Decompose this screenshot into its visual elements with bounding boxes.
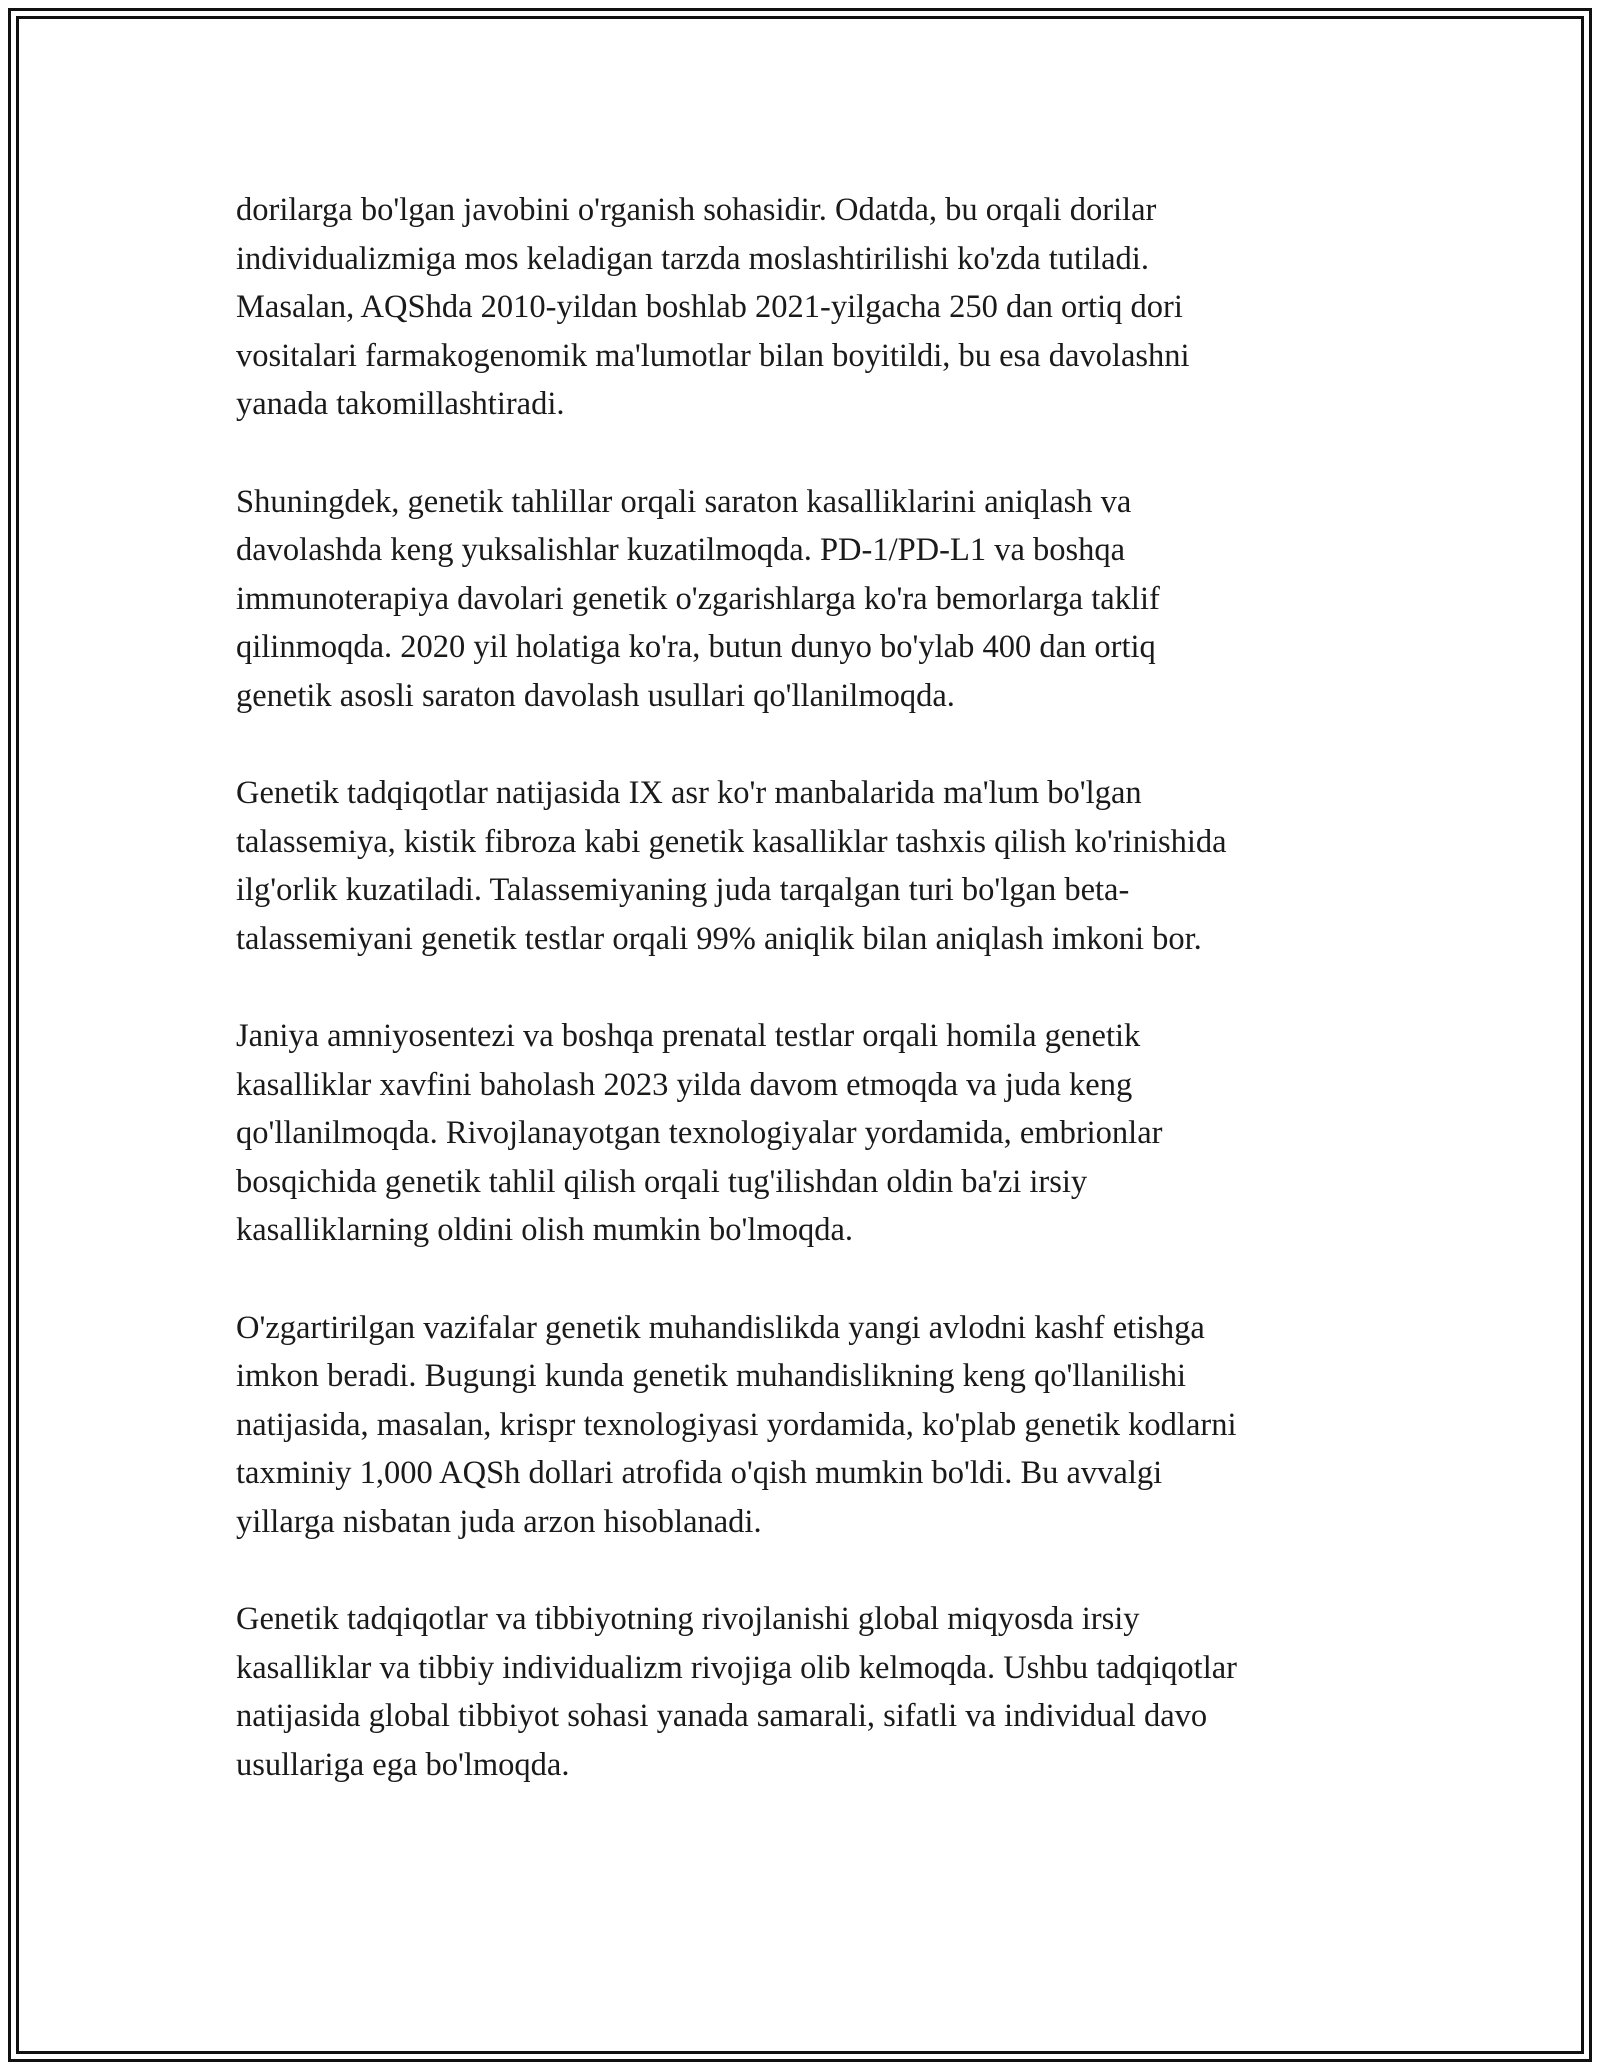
text-line: dorilarga bo'lgan javobini o'rganish sohasidir. Odatda, bu orqali dorilar — [236, 192, 1157, 228]
paragraph-5 — [236, 1304, 1416, 1547]
text-line: Shuningdek, genetik tahlillar orqali saraton kasalliklarini aniqlash va — [236, 483, 1132, 520]
text-line: natijasida global tibbiyot sohasi yanada samarali, sifatli va individual davo — [236, 1698, 1208, 1735]
text-line: davolashda keng yuksalishlar kuzatilmoqda. PD-1/PD-L1 va boshqa — [236, 532, 1126, 569]
text-line: natijasida, masalan, krispr texnologiyasi yordamida, ko'plab genetik kodlarni — [236, 1406, 1237, 1443]
paragraph-6 — [236, 1595, 1416, 1789]
text-line: qo'llanilmoqda. Rivojlanayotgan texnologiyalar yordamida, embrionlar — [236, 1115, 1163, 1152]
text-line: usullariga ega bo'lmoqda. — [236, 1747, 570, 1783]
text-line: kasalliklarning oldini olish mumkin bo'lmoqda. — [236, 1212, 853, 1249]
text-line: taxminiy 1,000 AQSh dollari atrofida o'qish mumkin bo'ldi. Bu avvalgi — [236, 1455, 1163, 1492]
text-line: kasalliklar xavfini baholash 2023 yilda davom etmoqda va juda keng — [236, 1066, 1133, 1103]
text-line: immunoterapiya davolari genetik o'zgarishlarga ko'ra bemorlarga taklif — [236, 580, 1160, 617]
text-line: ilg'orlik kuzatiladi. Talassemiyaning juda tarqalgan turi bo'lgan beta- — [236, 872, 1130, 909]
text-line: talassemiya, kistik fibroza kabi genetik kasalliklar tashxis qilish ko'rinishida — [236, 823, 1227, 860]
text-line: O'zgartirilgan vazifalar genetik muhandislikda yangi avlodni kashf etishga — [236, 1309, 1205, 1346]
text-line: individualizmiga mos keladigan tarzda moslashtirilishi ko'zda tutiladi. — [236, 240, 1149, 277]
paragraph-2 — [236, 478, 1416, 721]
text-line: Genetik tadqiqotlar va tibbiyotning rivojlanishi global miqyosda irsiy — [236, 1601, 1140, 1638]
text-line: Janiya amniyosentezi va boshqa prenatal testlar orqali homila genetik — [236, 1018, 1141, 1055]
text-line: bosqichida genetik tahlil qilish orqali tug'ilishdan oldin ba'zi irsiy — [236, 1163, 1088, 1200]
text-line: kasalliklar va tibbiy individualizm rivojiga olib kelmoqda. Ushbu tadqiqotlar — [236, 1649, 1237, 1686]
text-line: vositalari farmakogenomik ma'lumotlar bilan boyitildi, bu esa davolashni — [236, 337, 1190, 374]
text-line: Genetik tadqiqotlar natijasida IX asr ko'r manbalarida ma'lum bo'lgan — [236, 775, 1142, 812]
paragraph-4 — [236, 1012, 1416, 1255]
text-line: Masalan, AQShda 2010-yildan boshlab 2021-yilgacha 250 dan ortiq dori — [236, 289, 1183, 326]
paragraph-1 — [236, 186, 1416, 429]
text-line: genetik asosli saraton davolash usullari qo'llanilmoqda. — [236, 677, 955, 714]
text-line: talassemiyani genetik testlar orqali 99% aniqlik bilan aniqlash imkoni bor. — [236, 920, 1202, 957]
document-body — [236, 186, 1416, 1838]
text-line: qilinmoqda. 2020 yil holatiga ko'ra, butun dunyo bo'ylab 400 dan ortiq — [236, 629, 1156, 666]
paragraph-3 — [236, 769, 1416, 963]
text-line: yanada takomillashtiradi. — [236, 386, 565, 423]
text-line: imkon beradi. Bugungi kunda genetik muhandislikning keng qo'llanilishi — [236, 1358, 1187, 1395]
text-line: yillarga nisbatan juda arzon hisoblanadi. — [236, 1504, 762, 1541]
